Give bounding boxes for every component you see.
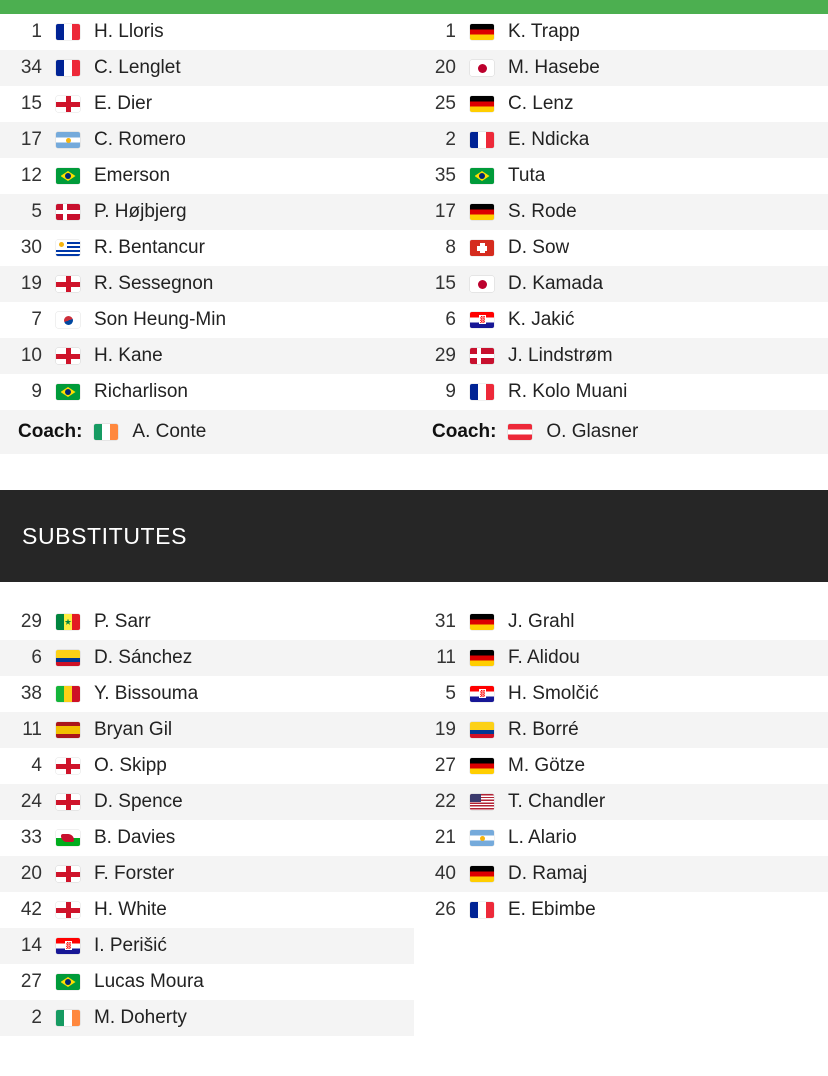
- flag-icon-korea: [56, 312, 80, 328]
- coach-name: A. Conte: [132, 421, 207, 442]
- player-number: 12: [20, 165, 42, 186]
- flag-icon-germany: [470, 758, 494, 774]
- player-name: Y. Bissouma: [94, 683, 199, 704]
- player-name: Lucas Moura: [94, 971, 204, 992]
- coach-label: Coach:: [432, 421, 497, 442]
- player-number: 42: [20, 899, 42, 920]
- flag-icon-germany: [470, 614, 494, 630]
- player-number: 17: [20, 129, 42, 150]
- player-name: Bryan Gil: [94, 719, 173, 740]
- flag-icon-usa: [470, 794, 494, 810]
- player-row[interactable]: [0, 158, 414, 194]
- flag-icon-brazil: [56, 974, 80, 990]
- flag-icon-argentina: [470, 830, 494, 846]
- player-name: R. Sessegnon: [94, 273, 214, 294]
- flag-icon-england: [56, 348, 80, 364]
- flag-icon-argentina: [56, 132, 80, 148]
- player-row[interactable]: [414, 604, 828, 640]
- player-row[interactable]: [0, 266, 414, 302]
- player-row[interactable]: [414, 122, 828, 158]
- player-number: 25: [434, 93, 456, 114]
- player-name: C. Lenz: [508, 93, 574, 114]
- player-row[interactable]: [0, 1000, 414, 1036]
- player-number: 15: [434, 273, 456, 294]
- player-row[interactable]: [414, 302, 828, 338]
- flag-icon-uruguay: [56, 240, 80, 256]
- player-row[interactable]: [0, 820, 414, 856]
- player-name: O. Skipp: [94, 755, 167, 776]
- player-name: Emerson: [94, 165, 171, 186]
- player-number: 5: [445, 683, 456, 704]
- player-name: B. Davies: [94, 827, 176, 848]
- coach-row[interactable]: [414, 410, 828, 454]
- player-name: Son Heung-Min: [94, 309, 227, 330]
- player-number: 15: [20, 93, 42, 114]
- section-gap: [0, 454, 828, 490]
- player-number: 5: [31, 201, 42, 222]
- player-name: C. Lenglet: [94, 57, 181, 78]
- coach-name: O. Glasner: [546, 421, 639, 442]
- player-name: Richarlison: [94, 381, 188, 402]
- home-lineup-column: [0, 14, 414, 454]
- player-name: E. Dier: [94, 93, 153, 114]
- player-row[interactable]: [0, 604, 414, 640]
- flag-icon-germany: [470, 96, 494, 112]
- player-row[interactable]: [414, 676, 828, 712]
- flag-icon-germany: [470, 204, 494, 220]
- player-number: 19: [20, 273, 42, 294]
- starting-lineups: [0, 14, 828, 454]
- player-row[interactable]: [414, 784, 828, 820]
- away-substitutes-column: [414, 604, 828, 1036]
- flag-icon-denmark: [56, 204, 80, 220]
- player-number: 6: [445, 309, 456, 330]
- flag-icon-france: [470, 902, 494, 918]
- player-row[interactable]: [0, 712, 414, 748]
- substitutes-lists: [0, 604, 828, 1036]
- flag-icon-wales: [56, 830, 80, 846]
- player-name: R. Borré: [508, 719, 579, 740]
- flag-icon-france: [56, 60, 80, 76]
- player-number: 2: [31, 1007, 42, 1028]
- player-number: 40: [434, 863, 456, 884]
- player-name: M. Hasebe: [508, 57, 600, 78]
- player-name: P. Højbjerg: [94, 201, 187, 222]
- flag-icon-denmark: [470, 348, 494, 364]
- player-number: 26: [434, 899, 456, 920]
- player-row[interactable]: [414, 892, 828, 928]
- player-number: 9: [445, 381, 456, 402]
- player-name: R. Kolo Muani: [508, 381, 628, 402]
- coach-label: Coach:: [18, 421, 83, 442]
- player-name: D. Sow: [508, 237, 570, 258]
- empty-row: [414, 964, 828, 1000]
- player-row[interactable]: [414, 640, 828, 676]
- player-row[interactable]: [414, 194, 828, 230]
- flag-icon-croatia: [56, 938, 80, 954]
- player-number: 4: [31, 755, 42, 776]
- player-row[interactable]: [0, 748, 414, 784]
- flag-icon-colombia: [56, 650, 80, 666]
- player-name: D. Sánchez: [94, 647, 193, 668]
- player-number: 30: [20, 237, 42, 258]
- player-number: 2: [445, 129, 456, 150]
- player-number: 11: [22, 719, 42, 740]
- player-row[interactable]: [0, 784, 414, 820]
- player-number: 8: [445, 237, 456, 258]
- player-row[interactable]: [414, 820, 828, 856]
- flag-icon-germany: [470, 866, 494, 882]
- empty-row: [414, 1000, 828, 1036]
- player-name: K. Jakić: [508, 309, 575, 330]
- player-row[interactable]: [0, 50, 414, 86]
- player-name: T. Chandler: [508, 791, 606, 812]
- player-row[interactable]: [0, 676, 414, 712]
- away-lineup-column: [414, 14, 828, 454]
- player-number: 21: [434, 827, 456, 848]
- player-number: 17: [434, 201, 456, 222]
- substitutes-header: [0, 490, 828, 582]
- player-name: F. Alidou: [508, 647, 580, 668]
- player-row[interactable]: [0, 892, 414, 928]
- player-row[interactable]: [414, 50, 828, 86]
- flag-icon-england: [56, 276, 80, 292]
- player-name: L. Alario: [508, 827, 577, 848]
- player-number: 10: [20, 345, 42, 366]
- player-number: 34: [20, 57, 42, 78]
- player-row[interactable]: [414, 712, 828, 748]
- flag-icon-germany: [470, 24, 494, 40]
- player-row[interactable]: [414, 748, 828, 784]
- flag-icon-france: [470, 132, 494, 148]
- player-name: E. Ndicka: [508, 129, 590, 150]
- player-name: H. Lloris: [94, 21, 164, 42]
- player-row[interactable]: [0, 86, 414, 122]
- player-number: 1: [31, 21, 42, 42]
- player-row[interactable]: [0, 856, 414, 892]
- top-accent-bar: [0, 0, 828, 14]
- flag-icon-brazil: [470, 168, 494, 184]
- player-row[interactable]: [414, 158, 828, 194]
- player-row[interactable]: [414, 266, 828, 302]
- player-name: M. Götze: [508, 755, 586, 776]
- player-number: 6: [31, 647, 42, 668]
- player-row[interactable]: [0, 14, 414, 50]
- player-number: 20: [434, 57, 456, 78]
- player-row[interactable]: [0, 374, 414, 410]
- player-name: K. Trapp: [508, 21, 580, 42]
- substitutes-title: SUBSTITUTES: [22, 522, 188, 549]
- flag-icon-croatia: [470, 686, 494, 702]
- player-row[interactable]: [414, 230, 828, 266]
- player-name: H. Kane: [94, 345, 163, 366]
- player-name: J. Lindstrøm: [508, 345, 613, 366]
- player-number: 29: [434, 345, 456, 366]
- player-number: 7: [31, 309, 42, 330]
- player-name: E. Ebimbe: [508, 899, 596, 920]
- player-name: M. Doherty: [94, 1007, 187, 1028]
- flag-icon-france: [470, 384, 494, 400]
- player-row[interactable]: [0, 302, 414, 338]
- flag-icon-colombia: [470, 722, 494, 738]
- player-number: 38: [20, 683, 42, 704]
- player-number: 14: [20, 935, 42, 956]
- flag-icon-austria: [508, 424, 532, 440]
- flag-icon-france: [56, 24, 80, 40]
- flag-icon-croatia: [470, 312, 494, 328]
- player-row[interactable]: [414, 374, 828, 410]
- player-number: 20: [20, 863, 42, 884]
- player-number: 27: [434, 755, 456, 776]
- player-row[interactable]: [0, 338, 414, 374]
- flag-icon-senegal: [56, 614, 80, 630]
- flag-icon-england: [56, 794, 80, 810]
- flag-icon-brazil: [56, 384, 80, 400]
- player-number: 9: [31, 381, 42, 402]
- player-row[interactable]: [414, 338, 828, 374]
- player-name: F. Forster: [94, 863, 175, 884]
- flag-icon-england: [56, 96, 80, 112]
- player-row[interactable]: [0, 230, 414, 266]
- player-number: 11: [436, 647, 456, 668]
- player-name: H. Smolčić: [508, 683, 599, 704]
- player-row[interactable]: [0, 640, 414, 676]
- substitutes-gap: [0, 582, 828, 604]
- empty-row: [414, 928, 828, 964]
- player-name: R. Bentancur: [94, 237, 205, 258]
- flag-icon-mali: [56, 686, 80, 702]
- flag-icon-england: [56, 866, 80, 882]
- player-name: I. Perišić: [94, 935, 167, 956]
- player-name: J. Grahl: [508, 611, 575, 632]
- player-row[interactable]: [414, 86, 828, 122]
- flag-icon-brazil: [56, 168, 80, 184]
- player-name: D. Spence: [94, 791, 183, 812]
- home-substitutes-column: [0, 604, 414, 1036]
- coach-row[interactable]: [0, 410, 414, 454]
- player-row[interactable]: [0, 928, 414, 964]
- flag-icon-japan: [470, 276, 494, 292]
- player-name: P. Sarr: [94, 611, 151, 632]
- player-row[interactable]: [0, 964, 414, 1000]
- flag-icon-switzerland: [470, 240, 494, 256]
- flag-icon-england: [56, 758, 80, 774]
- player-number: 31: [434, 611, 456, 632]
- player-name: S. Rode: [508, 201, 577, 222]
- player-name: D. Ramaj: [508, 863, 588, 884]
- player-number: 19: [434, 719, 456, 740]
- player-name: C. Romero: [94, 129, 186, 150]
- player-row[interactable]: [0, 194, 414, 230]
- player-name: H. White: [94, 899, 167, 920]
- flag-icon-germany: [470, 650, 494, 666]
- player-row[interactable]: [414, 856, 828, 892]
- player-row[interactable]: [414, 14, 828, 50]
- flag-icon-spain: [56, 722, 80, 738]
- flag-icon-england: [56, 902, 80, 918]
- flag-icon-ireland: [94, 424, 118, 440]
- flag-icon-japan: [470, 60, 494, 76]
- player-number: 27: [20, 971, 42, 992]
- player-name: Tuta: [508, 165, 546, 186]
- player-number: 24: [20, 791, 42, 812]
- flag-icon-ireland: [56, 1010, 80, 1026]
- player-row[interactable]: [0, 122, 414, 158]
- player-name: D. Kamada: [508, 273, 604, 294]
- player-number: 35: [434, 165, 456, 186]
- player-number: 1: [445, 21, 456, 42]
- player-number: 33: [20, 827, 42, 848]
- player-number: 22: [434, 791, 456, 812]
- player-number: 29: [20, 611, 42, 632]
